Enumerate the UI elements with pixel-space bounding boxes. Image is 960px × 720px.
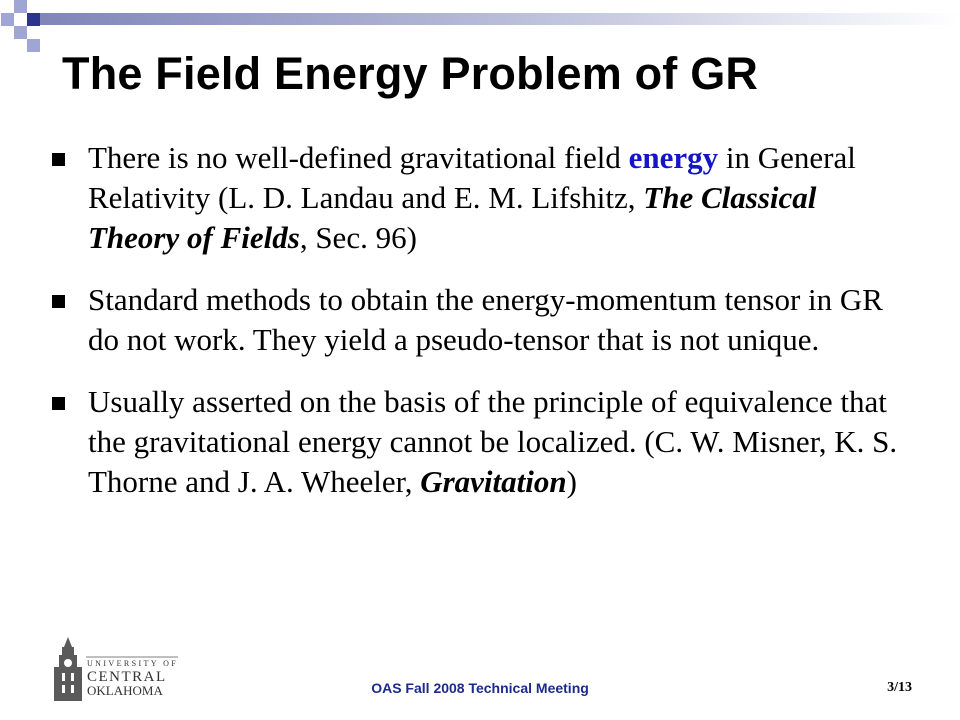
highlight-word: energy	[628, 140, 719, 175]
logo-line-2: CENTRAL	[87, 669, 167, 685]
bullet-text: Usually asserted on the basis of the principle of equivalence that the gravitational energy cannot be localized. (C. W. Misner, K. S. Thorne and J. A. Wheeler,	[88, 384, 898, 499]
book-title: The Classical Theory of Fields	[88, 180, 817, 255]
bullet-text: )	[566, 464, 577, 499]
logo-line-1: UNIVERSITY OF	[87, 659, 179, 668]
bullet-marker-icon	[52, 397, 65, 410]
bullet-text: Standard methods to obtain the energy-momentum tensor in GR do not work. They yield a pseudo-tensor that is not unique.	[88, 282, 883, 357]
corner-square	[1, 13, 14, 26]
bullet-text: , Sec. 96)	[299, 220, 417, 255]
bullet-marker-icon	[52, 153, 65, 166]
bullet-list	[48, 138, 908, 524]
bullet-item	[48, 280, 908, 360]
logo-line-3: OKLAHOMA	[87, 683, 163, 698]
header-bar	[40, 13, 960, 25]
corner-square	[27, 39, 40, 52]
corner-square	[14, 26, 27, 39]
footer-meeting: OAS Fall 2008 Technical Meeting	[371, 680, 589, 696]
bullet-text: There is no well-defined gravitational field	[88, 140, 629, 175]
corner-square	[14, 0, 27, 13]
book-title: Gravitation	[420, 464, 567, 499]
corner-square	[27, 13, 40, 26]
slide-title: The Field Energy Problem of GR	[62, 48, 759, 99]
bullet-item	[48, 382, 908, 502]
bullet-marker-icon	[52, 295, 65, 308]
bullet-item	[48, 138, 908, 258]
bullet-text: in General Relativity (L. D. Landau and E. M. Lifshitz,	[88, 140, 856, 215]
page-number: 3/13	[887, 680, 912, 695]
